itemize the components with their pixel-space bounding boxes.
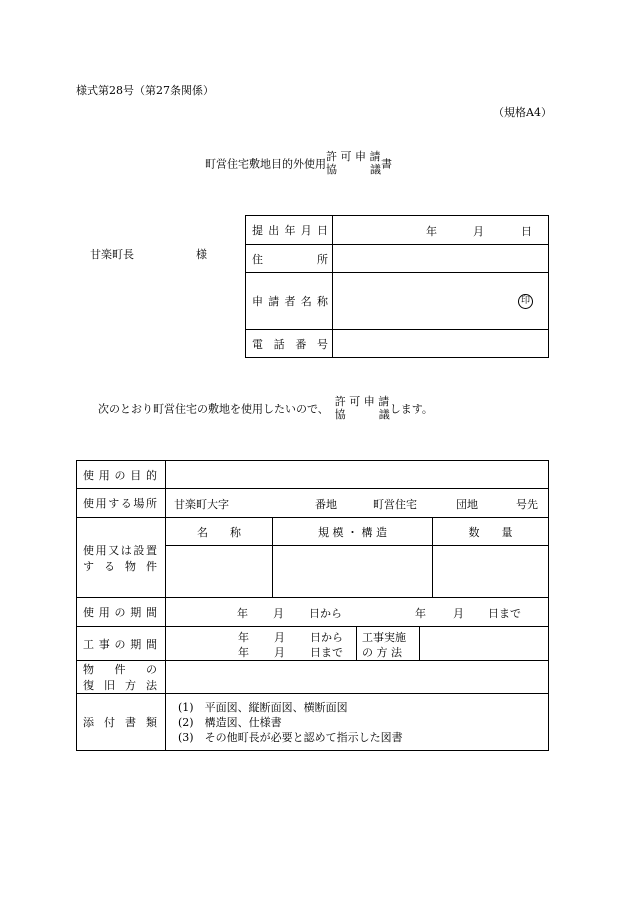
name-label: 申請者名称 — [252, 295, 328, 308]
period-label: 使用の期間 — [83, 606, 157, 619]
place-danchi: 団地 — [456, 498, 478, 511]
statement-choice — [335, 395, 390, 421]
purpose-label-cell — [77, 461, 166, 489]
address-value-cell[interactable] — [333, 245, 549, 273]
object-label-line1: 使用又は設置 — [83, 543, 157, 557]
work-period-label: 工事の期間 — [83, 637, 157, 651]
col-scale-header: 規 模 ・ 構 造 — [273, 518, 433, 546]
object-scale-cell[interactable] — [273, 546, 433, 598]
work-method-value[interactable] — [420, 627, 548, 660]
work-start-year: 年 — [238, 631, 249, 644]
attach-item-3: (3) その他町長が必要と認めて指示した図書 — [178, 730, 403, 744]
period-start-day: 日から — [309, 607, 342, 620]
col-name-header: 名 称 — [166, 518, 273, 546]
period-start-year: 年 — [237, 607, 248, 620]
name-label-cell — [246, 273, 333, 330]
object-name-cell[interactable] — [166, 546, 273, 598]
attach-list — [166, 694, 549, 751]
phone-label: 電 話 番 号 — [252, 337, 328, 351]
restore-label-cell — [77, 661, 166, 694]
work-period-label-cell — [77, 627, 166, 661]
place-gousaki: 号先 — [516, 498, 538, 511]
seal-mark: 印 — [518, 294, 533, 309]
applicant-table — [245, 215, 549, 358]
addressee-honorific: 様 — [196, 248, 207, 261]
place-label-cell — [77, 489, 166, 518]
date-day: 日 — [521, 225, 532, 238]
work-start-month: 月 — [274, 631, 285, 644]
statement-choice-line1: 許 可 申 請 — [334, 395, 390, 408]
place-value-cell[interactable] — [166, 489, 549, 518]
work-period-value-cell — [166, 627, 549, 661]
period-end-year: 年 — [415, 607, 426, 620]
place-housing: 町営住宅 — [373, 498, 417, 511]
work-end-year: 年 — [238, 646, 249, 659]
object-label-cell — [77, 518, 166, 598]
addressee-name: 甘楽町長 — [90, 248, 134, 261]
work-end-month: 月 — [274, 646, 285, 659]
work-method-line2: の 方 法 — [362, 646, 402, 659]
period-end-day: 日まで — [488, 607, 521, 620]
statement-suffix: します。 — [389, 402, 433, 416]
period-end-month: 月 — [453, 607, 464, 620]
phone-value-cell[interactable] — [333, 330, 549, 358]
date-label: 提出年月日 — [252, 224, 328, 237]
restore-value-cell[interactable] — [166, 661, 549, 694]
date-year: 年 — [426, 225, 437, 238]
attach-item-2: (2) 構造図、仕様書 — [178, 715, 282, 729]
size-note: （規格A4） — [493, 106, 552, 119]
usage-table — [76, 460, 549, 751]
attach-item-1: (1) 平面図、縦断面図、横断面図 — [178, 700, 348, 714]
form-title — [205, 150, 392, 176]
place-label: 使用する場所 — [83, 497, 157, 510]
period-value-cell[interactable] — [166, 598, 549, 627]
restore-label-line2: 復 旧 方 法 — [83, 679, 157, 692]
date-label-cell — [246, 216, 333, 245]
period-label-cell — [77, 598, 166, 627]
title-choice-line1: 許 可 申 請 — [326, 150, 381, 163]
work-end-day: 日まで — [310, 646, 343, 659]
phone-label-cell — [246, 330, 333, 358]
restore-label-line1: 物 件 の — [83, 663, 157, 676]
purpose-label: 使用の目的 — [83, 468, 157, 482]
object-qty-cell[interactable] — [433, 546, 549, 598]
date-month: 月 — [473, 225, 484, 238]
statement — [98, 395, 433, 421]
title-prefix: 町営住宅敷地目的外使用 — [205, 157, 326, 171]
object-label-line2: す る 物 件 — [83, 559, 157, 573]
work-method-line1: 工事実施 — [362, 631, 406, 644]
statement-prefix: 次のとおり町営住宅の敷地を使用したいので、 — [98, 402, 329, 416]
name-value-cell[interactable] — [333, 273, 549, 330]
attach-label-cell — [77, 694, 166, 751]
date-value-cell[interactable] — [333, 216, 549, 245]
period-start-month: 月 — [273, 607, 284, 620]
purpose-value-cell[interactable] — [166, 461, 549, 489]
address-label-cell — [246, 245, 333, 273]
title-choice — [326, 150, 381, 176]
place-banchi: 番地 — [315, 498, 337, 511]
attach-label: 添 付 書 類 — [83, 716, 157, 729]
place-oaza: 甘楽町大字 — [174, 498, 229, 511]
form-number: 様式第28号（第27条関係） — [76, 84, 214, 97]
title-suffix: 書 — [381, 157, 392, 171]
address-label: 住 所 — [252, 252, 328, 266]
title-choice-line2: 協 議 — [326, 163, 381, 176]
statement-choice-line2: 協 議 — [334, 408, 390, 421]
work-dates[interactable] — [166, 627, 357, 660]
work-method-label — [357, 627, 420, 660]
col-qty-header: 数 量 — [433, 518, 549, 546]
work-start-day: 日から — [310, 631, 343, 644]
